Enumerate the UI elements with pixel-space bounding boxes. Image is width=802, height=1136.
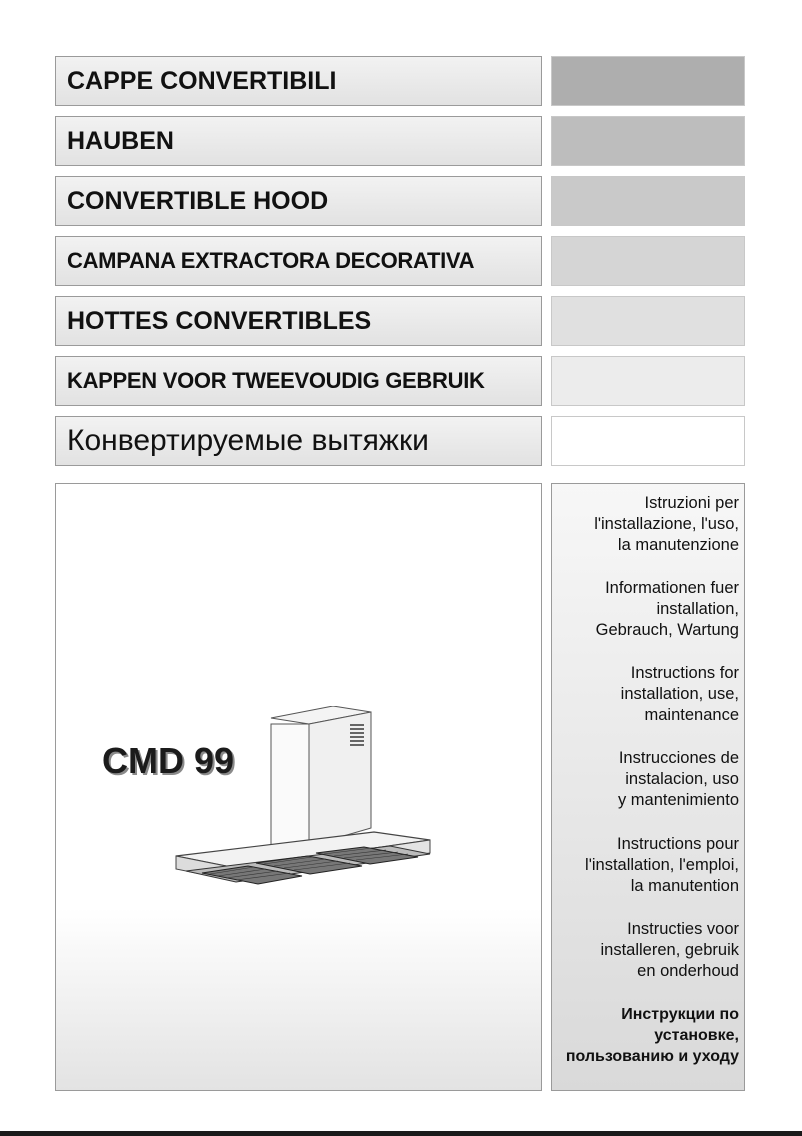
footer-rule bbox=[0, 1131, 802, 1136]
swatch-2 bbox=[551, 116, 745, 166]
swatch-6 bbox=[551, 356, 745, 406]
swatch-1 bbox=[551, 56, 745, 106]
swatch-7 bbox=[551, 416, 745, 466]
instructions-panel bbox=[551, 483, 745, 1091]
title-russian: Конвертируемые вытяжки bbox=[55, 416, 542, 466]
instructions-spanish: Instrucciones de instalacion, uso y mantenimiento bbox=[617, 749, 739, 809]
swatch-3 bbox=[551, 176, 745, 226]
instructions-italian: Istruzioni per l'installazione, l'uso, la manutenzione bbox=[594, 494, 739, 554]
model-name: CMD 99 bbox=[102, 740, 235, 781]
instructions-russian: Инструкции по установке, пользованию и уходу bbox=[565, 1006, 739, 1065]
instructions-english: Instructions for installation, use, maintenance bbox=[620, 664, 739, 724]
instructions-french: Instructions pour l'installation, l'emploi, la manutention bbox=[585, 835, 739, 895]
title-spanish: CAMPANA EXTRACTORA DECORATIVA bbox=[55, 236, 542, 286]
title-french: HOTTES CONVERTIBLES bbox=[55, 296, 542, 346]
title-italian: CAPPE CONVERTIBILI bbox=[55, 56, 542, 106]
instructions-german: Informationen fuer installation, Gebrauch, Wartung bbox=[595, 579, 739, 639]
hood-illustration bbox=[166, 706, 496, 936]
title-english: CONVERTIBLE HOOD bbox=[55, 176, 542, 226]
swatch-4 bbox=[551, 236, 745, 286]
title-german: HAUBEN bbox=[55, 116, 542, 166]
product-panel bbox=[55, 483, 542, 1091]
title-dutch: KAPPEN VOOR TWEEVOUDIG GEBRUIK bbox=[55, 356, 542, 406]
swatch-5 bbox=[551, 296, 745, 346]
instructions-dutch: Instructies voor installeren, gebruik en onderhoud bbox=[600, 920, 739, 980]
